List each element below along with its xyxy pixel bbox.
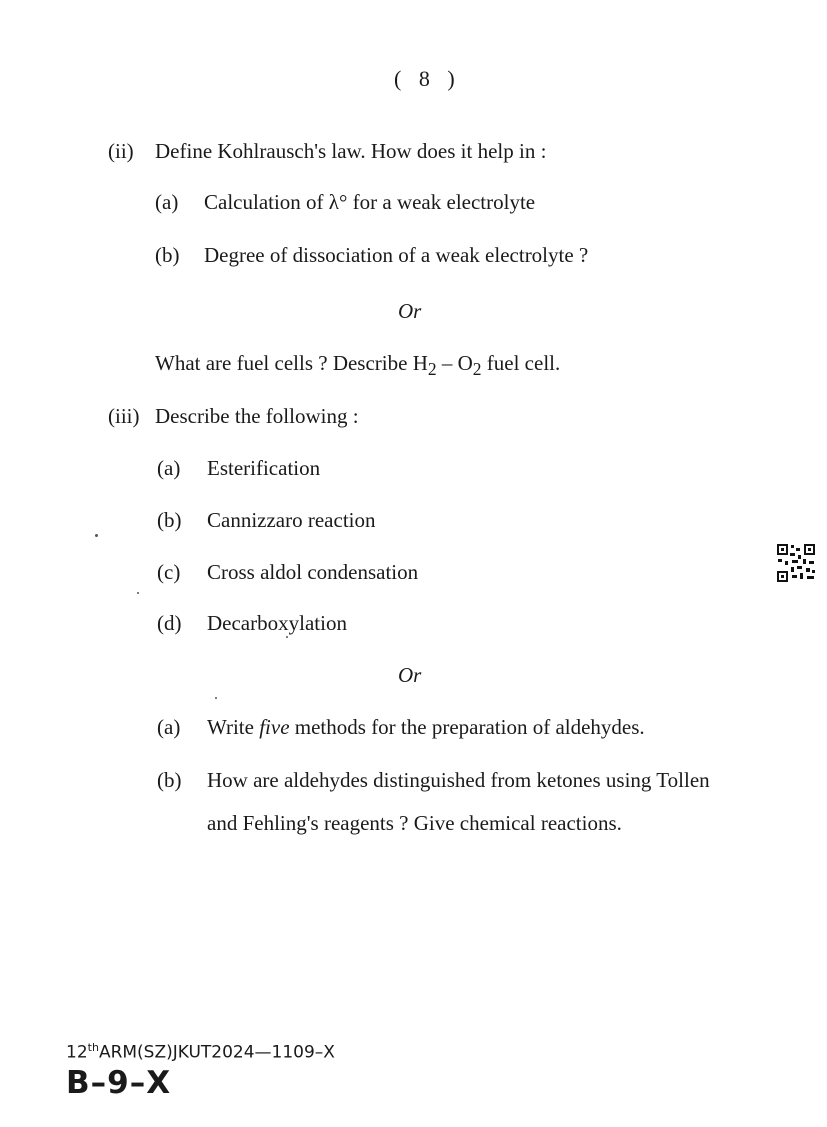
q3-d-text: Decarboxylation: [207, 611, 347, 635]
q2-alt-sub1: 2: [427, 359, 437, 380]
q3-c-text: Cross aldol condensation: [207, 560, 419, 584]
q2-alt-sub2: 2: [472, 359, 482, 380]
q3-b-label: (b): [157, 508, 182, 532]
qr-code-icon: [776, 543, 816, 583]
q3-alt-a-text: [207, 715, 645, 740]
or-divider-iii: Or: [398, 663, 422, 687]
q2-a-label: (a): [155, 190, 179, 214]
q3-alt-a-post: methods for the preparation of aldehydes.: [289, 715, 645, 739]
paper-code-prefix: 12: [66, 1042, 88, 1063]
q3-a-text: Esterification: [207, 456, 321, 480]
paper-code: [66, 1041, 335, 1063]
q3-alt-b-line1: How are aldehydes distinguished from ketones using Tollen: [207, 768, 710, 792]
question-iii-text: Describe the following :: [155, 404, 359, 428]
q2-b-label: (b): [155, 243, 180, 267]
page-number: ( 8 ): [394, 66, 461, 91]
q2-alt-mid: – O: [436, 351, 473, 375]
paper-code-sup: th: [87, 1041, 99, 1054]
q3-alt-b-label: (b): [157, 768, 182, 792]
q2-b-text: Degree of dissociation of a weak electrolyte ?: [204, 243, 589, 267]
q3-alt-b-line2: and Fehling's reagents ? Give chemical reactions.: [207, 811, 622, 835]
q3-d-label: (d): [157, 611, 182, 635]
q3-b-text: Cannizzaro reaction: [207, 508, 376, 532]
or-divider-ii: Or: [398, 299, 422, 323]
q2-alt-post: fuel cell.: [481, 351, 561, 375]
question-number-ii: (ii): [108, 139, 134, 163]
q3-c-label: (c): [157, 560, 181, 584]
q2-alt-pre: What are fuel cells ? Describe H: [155, 351, 428, 375]
q3-alt-a-emphasis: five: [259, 715, 290, 739]
q3-a-label: (a): [157, 456, 181, 480]
series-code: B–9–X: [66, 1065, 172, 1101]
q2-a-text: Calculation of λ° for a weak electrolyte: [204, 190, 536, 214]
paper-code-rest: ARM(SZ)JKUT2024—1109–X: [98, 1042, 335, 1063]
q3-alt-a-label: (a): [157, 715, 181, 739]
question-ii-text: Define Kohlrausch's law. How does it help in :: [155, 139, 547, 163]
question-number-iii: (iii): [108, 404, 140, 428]
q2-alternative-text: [155, 351, 560, 380]
q3-alt-a-pre: Write: [207, 715, 260, 739]
